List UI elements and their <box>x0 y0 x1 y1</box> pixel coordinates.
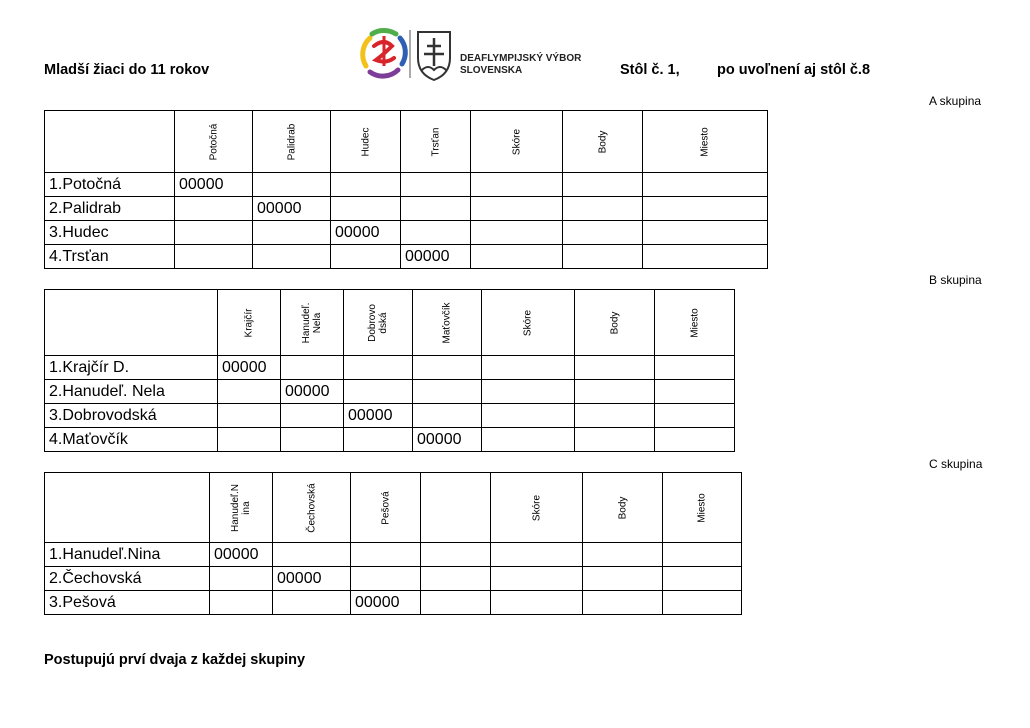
score-cell <box>482 428 575 452</box>
result-cell <box>218 404 281 428</box>
table-row <box>45 428 735 452</box>
result-cell: 00000 <box>351 591 421 615</box>
result-cell <box>253 245 331 269</box>
result-cell <box>401 221 471 245</box>
column-header <box>421 473 491 543</box>
points-cell <box>575 380 655 404</box>
result-cell <box>175 245 253 269</box>
result-cell <box>344 380 413 404</box>
column-header-points: Body <box>575 290 655 356</box>
player-name: 2.Palidrab <box>45 197 175 221</box>
alternate-table-number: po uvoľnení aj stôl č.8 <box>717 62 871 78</box>
column-header-place: Miesto <box>663 473 742 543</box>
column-header: Hudec <box>331 111 401 173</box>
points-cell <box>583 543 663 567</box>
score-cell <box>471 173 563 197</box>
column-header: Hanudeľ. Nela <box>281 290 344 356</box>
points-cell <box>575 428 655 452</box>
result-cell: 00000 <box>253 197 331 221</box>
column-header: Trsťan <box>401 111 471 173</box>
player-name: 3.Hudec <box>45 221 175 245</box>
place-cell <box>643 245 768 269</box>
result-cell <box>218 380 281 404</box>
points-cell <box>575 404 655 428</box>
place-cell <box>655 356 735 380</box>
place-cell <box>643 173 768 197</box>
player-name: 1.Potočná <box>45 173 175 197</box>
result-cell <box>401 197 471 221</box>
result-cell: 00000 <box>413 428 482 452</box>
result-cell <box>281 428 344 452</box>
group-c-label: C skupina <box>929 457 983 471</box>
deaflympic-committee-logo <box>358 26 580 82</box>
column-header: Palidrab <box>253 111 331 173</box>
header-row <box>45 111 768 173</box>
player-name: 1.Krajčír D. <box>45 356 218 380</box>
column-header: Potočná <box>175 111 253 173</box>
result-cell: 00000 <box>331 221 401 245</box>
result-cell <box>351 567 421 591</box>
result-cell: 00000 <box>175 173 253 197</box>
group-b-table <box>44 289 735 452</box>
points-cell <box>563 221 643 245</box>
score-cell <box>491 591 583 615</box>
result-cell <box>421 543 491 567</box>
points-cell <box>575 356 655 380</box>
result-cell <box>401 173 471 197</box>
column-header-score: Skóre <box>471 111 563 173</box>
page-title: Mladší žiaci do 11 rokov <box>44 62 210 78</box>
table-row <box>45 543 742 567</box>
logo-text-line2: SLOVENSKA <box>460 65 523 76</box>
group-c-table <box>44 472 742 615</box>
result-cell <box>331 245 401 269</box>
result-cell <box>413 404 482 428</box>
result-cell: 00000 <box>210 543 273 567</box>
place-cell <box>663 543 742 567</box>
corner-cell <box>45 473 210 543</box>
corner-cell <box>45 111 175 173</box>
table-row <box>45 380 735 404</box>
result-cell: 00000 <box>281 380 344 404</box>
player-name: 1.Hanudeľ.Nina <box>45 543 210 567</box>
result-cell <box>413 380 482 404</box>
result-cell <box>253 173 331 197</box>
result-cell <box>210 591 273 615</box>
group-a-table <box>44 110 768 269</box>
player-name: 2.Hanudeľ. Nela <box>45 380 218 404</box>
logo-emblem-icon <box>358 26 458 82</box>
result-cell <box>218 428 281 452</box>
score-cell <box>482 380 575 404</box>
score-cell <box>491 567 583 591</box>
column-header: Krajčír <box>218 290 281 356</box>
result-cell <box>344 356 413 380</box>
points-cell <box>563 173 643 197</box>
result-cell <box>281 404 344 428</box>
column-header: Čechovská <box>273 473 351 543</box>
column-header-points: Body <box>563 111 643 173</box>
group-a-label: A skupina <box>929 94 982 108</box>
header-row <box>45 290 735 356</box>
place-cell <box>663 591 742 615</box>
column-header-points: Body <box>583 473 663 543</box>
result-cell <box>421 567 491 591</box>
column-header: Dobrovo dská <box>344 290 413 356</box>
column-header-place: Miesto <box>643 111 768 173</box>
header-row <box>45 473 742 543</box>
player-name: 4.Trsťan <box>45 245 175 269</box>
result-cell <box>351 543 421 567</box>
table-row <box>45 356 735 380</box>
table-row <box>45 221 768 245</box>
points-cell <box>583 567 663 591</box>
score-cell <box>471 197 563 221</box>
place-cell <box>655 428 735 452</box>
column-header: Maťovčík <box>413 290 482 356</box>
place-cell <box>655 404 735 428</box>
score-cell <box>482 404 575 428</box>
table-row <box>45 197 768 221</box>
score-cell <box>471 221 563 245</box>
result-cell <box>210 567 273 591</box>
place-cell <box>663 567 742 591</box>
column-header-place: Miesto <box>655 290 735 356</box>
result-cell <box>273 543 351 567</box>
score-cell <box>482 356 575 380</box>
place-cell <box>643 221 768 245</box>
points-cell <box>563 197 643 221</box>
table-row <box>45 173 768 197</box>
table-number: Stôl č. 1, <box>620 62 680 78</box>
result-cell <box>281 356 344 380</box>
table-row <box>45 591 742 615</box>
result-cell <box>413 356 482 380</box>
result-cell <box>273 591 351 615</box>
result-cell <box>344 428 413 452</box>
table-row <box>45 404 735 428</box>
column-header: Hanudeľ.N ina <box>210 473 273 543</box>
table-row <box>45 567 742 591</box>
group-b-label: B skupina <box>929 273 982 287</box>
result-cell: 00000 <box>401 245 471 269</box>
place-cell <box>655 380 735 404</box>
result-cell <box>421 591 491 615</box>
column-header-score: Skóre <box>491 473 583 543</box>
logo-text-line1: DEAFLYMPIJSKÝ VÝBOR <box>460 53 582 64</box>
points-cell <box>583 591 663 615</box>
result-cell: 00000 <box>344 404 413 428</box>
result-cell: 00000 <box>218 356 281 380</box>
table-row <box>45 245 768 269</box>
player-name: 3.Pešová <box>45 591 210 615</box>
corner-cell <box>45 290 218 356</box>
player-name: 2.Čechovská <box>45 567 210 591</box>
result-cell <box>175 221 253 245</box>
result-cell <box>175 197 253 221</box>
column-header-score: Skóre <box>482 290 575 356</box>
result-cell <box>253 221 331 245</box>
score-cell <box>471 245 563 269</box>
score-cell <box>491 543 583 567</box>
player-name: 4.Maťovčík <box>45 428 218 452</box>
result-cell <box>331 197 401 221</box>
result-cell: 00000 <box>273 567 351 591</box>
result-cell <box>331 173 401 197</box>
advancement-note: Postupujú prví dvaja z každej skupiny <box>44 652 306 668</box>
points-cell <box>563 245 643 269</box>
column-header: Pešová <box>351 473 421 543</box>
place-cell <box>643 197 768 221</box>
player-name: 3.Dobrovodská <box>45 404 218 428</box>
